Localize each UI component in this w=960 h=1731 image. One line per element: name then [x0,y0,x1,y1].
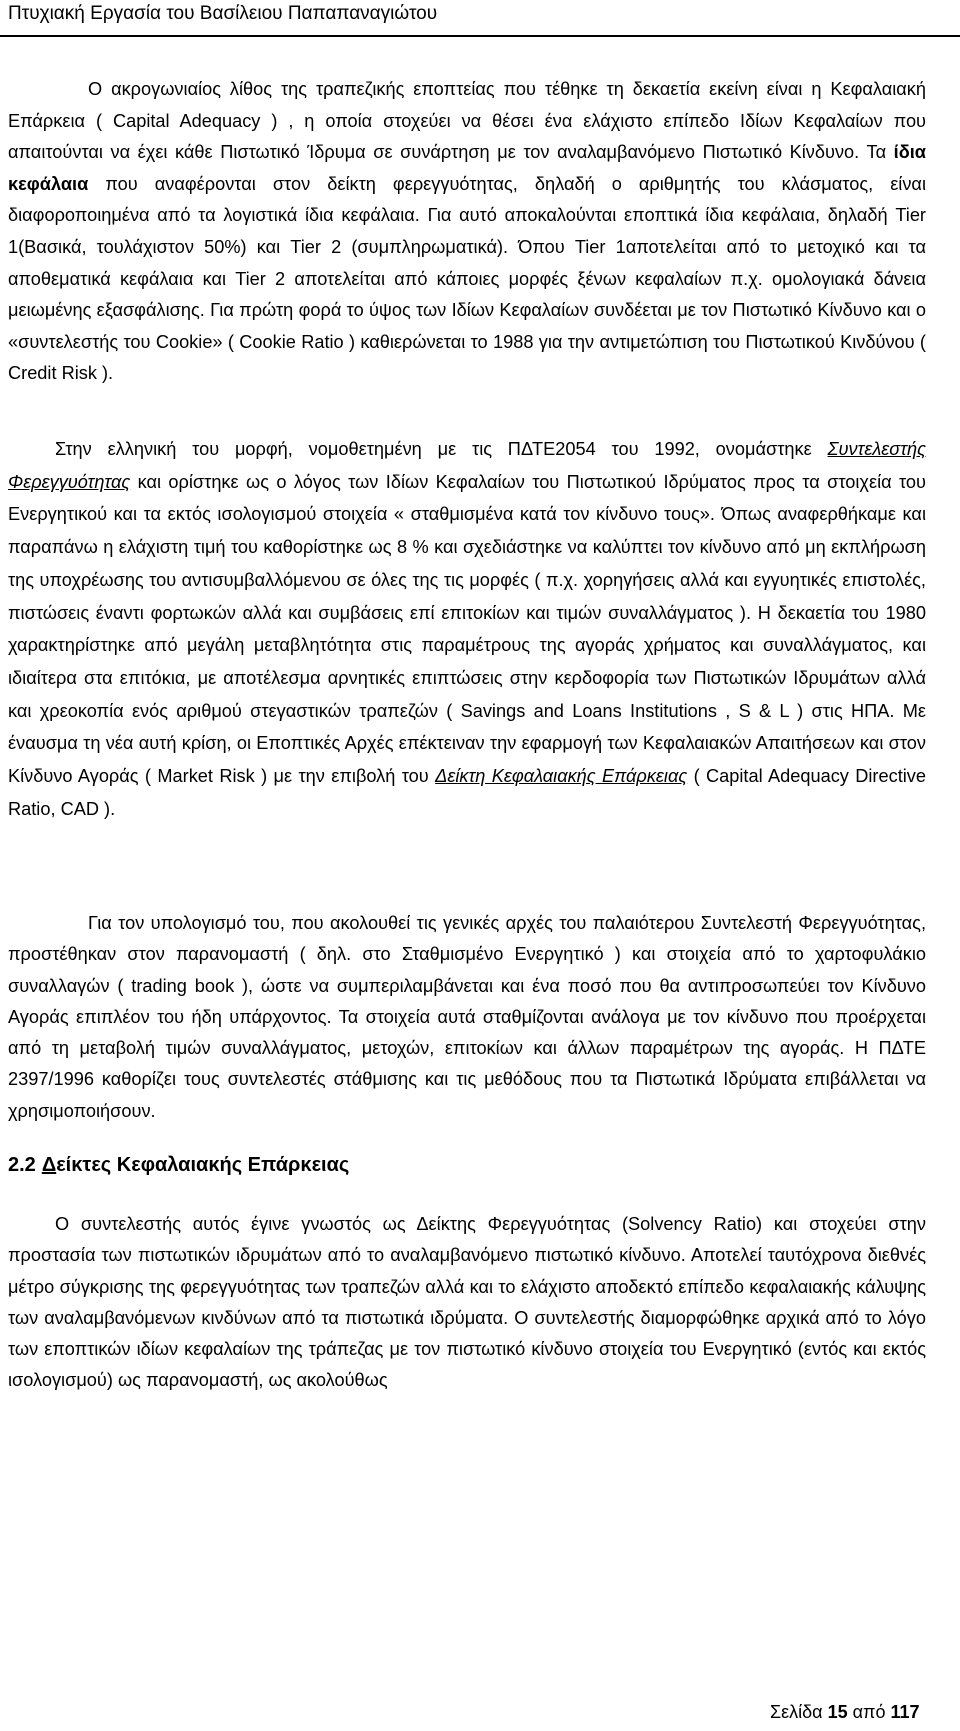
page-number-footer [770,1700,920,1724]
paragraph-solvency-ratio-history [8,433,926,825]
italic-term-solvency-coefficient: Συντελεστής Φερεγγυότητας [8,439,926,492]
section-heading [8,1151,349,1179]
bold-term-own-funds: ίδια κεφάλαια [8,142,926,194]
paragraph-calculation [8,908,926,1127]
paragraph-text: Ο ακρογωνιαίος λίθος της τραπεζικής εποπτείας που τέθηκε τη δεκαετία εκείνη είναι η Κεφαλαιακή Επάρκεια ( Capital Adequacy ) , η οποία στοχεύει να θέσει ένα ελάχιστο επίπεδο Ιδίων Κεφαλαίων που απαιτούνται να έχει κάθε Πιστωτικό Ίδρυμα σε συνάρτηση με τον αναλαμβανόμενο Πιστωτικό Κίνδυνο. Τα [8,79,926,163]
italic-term-capital-adequacy-index: Δείκτη Κεφαλαιακής Επάρκειας [435,766,688,787]
section-title-first-letter: Δ [41,1154,57,1176]
total-pages: 117 [890,1702,920,1722]
section-number: 2.2 [8,1154,36,1176]
current-page-number: 15 [827,1702,848,1722]
of-word: από [852,1702,886,1722]
header-divider [0,35,960,37]
document-header-title: Πτυχιακή Εργασία του Βασίλειου Παπαπαναγιώτου [8,3,438,24]
paragraph-text: Για τον υπολογισμό του, που ακολουθεί τις γενικές αρχές του παλαιότερου Συντελεστή Φερεγγυότητας, προστέθηκαν στον παρανομαστή ( δηλ. στο Σταθμισμένο Ενεργητικό ) και στοιχεία από το χαρτοφυλάκιο συναλλαγών ( trading book ), ώστε να συμπεριλαμβάνεται και ένα ποσό που θα αντιπροσωπεύει τον Κίνδυνο Αγοράς επιπλέον του ήδη υπάρχοντος. Τα στοιχεία αυτά σταθμίζονται ανάλογα με τον κίνδυνο που προέρχεται από τη μεταβολή τιμών συναλλάγματος, μετοχών, επιτοκίων και άλλων παραμέτρων της αγοράς. Η ΠΔΤΕ 2397/1996 καθορίζει τους συντελεστές στάθμισης και τις μεθόδους που τα Πιστωτικά Ιδρύματα επιβάλλεται να χρησιμοποιήσουν. [8,913,926,1121]
page-word: Σελίδα [770,1702,823,1722]
paragraph-text: Στην ελληνική του μορφή, νομοθετημένη με τις ΠΔΤΕ2054 του 1992, ονομάστηκε [55,439,828,459]
paragraph-text: Ο συντελεστής αυτός έγινε γνωστός ως Δείκτης Φερεγγυότητας (Solvency Ratio) και στοχεύει στην προστασία των πιστωτικών ιδρυμάτων από το αναλαμβανόμενο πιστωτικό κίνδυνο. Αποτελεί ταυτόχρονα διεθνές μέτρο σύγκρισης της φερεγγυότητας των τραπεζών αλλά και το ελάχιστο αποδεκτό επίπεδο κεφαλαιακής κάλυψης των αναλαμβανόμενων κινδύνων από τα πιστωτικά ιδρύματα. Ο συντελεστής διαμορφώθηκε αρχικά από το λόγο των εποπτικών ιδίων κεφαλαίων της τράπεζας με τον πιστωτικό κίνδυνο στοιχεία του Ενεργητικό (εντός και εκτός ισολογισμού) ως παρανομαστή, ως ακολούθως [8,1214,926,1391]
paragraph-capital-adequacy [8,74,926,390]
paragraph-text: και ορίστηκε ως ο λόγος των Ιδίων Κεφαλαίων του Πιστωτικού Ιδρύματος προς τα στοιχεία του Ενεργητικού και τα εκτός ισολογισμού στοιχεία « σταθμισμένα κατά τον κίνδυνο τους». Όπως αναφερθήκαμε και παραπάνω η ελάχιστη τιμή του καθορίστηκε ως 8 % και σχεδιάστηκε να καλύπτει τον κίνδυνο από μη εκπλήρωση της υποχρέωσης του αντισυμβαλλόμενου σε όλες της τις μορφές ( π.χ. χορηγήσεις αλλά και εγγυητικές επιστολές, πιστώσεις έναντι φορτωκών αλλά και συμβάσεις επί επιτοκίων και τιμών συναλλάγματος ). Η δεκαετία του 1980 χαρακτηρίστηκε από μεγάλη μεταβλητότητα στις παραμέτρους της αγοράς χρήματος και συναλλάγματος, και ιδιαίτερα στα επιτόκια, με αποτέλεσμα αρνητικές επιπτώσεις στην κερδοφορία των Πιστωτικών Ιδρυμάτων αλλά και χρεοκοπία ενός αριθμού στεγαστικών τραπεζών ( Savings and Loans Institutions , S & L ) στις ΗΠΑ. Με έναυσμα τη νέα αυτή κρίση, οι Εποπτικές Αρχές επέκτειναν την εφαρμογή των Κεφαλαιακών Απαιτήσεων και στον Κίνδυνο Αγοράς ( Market Risk ) με την επιβολή του [8,471,926,787]
paragraph-text: ( Capital Adequacy Directive Ratio, CAD ). [8,766,927,819]
paragraph-text: που αναφέρονται στον δείκτη φερεγγυότητας, δηλαδή ο αριθμητής του κλάσματος, είναι διαφοροποιημένα από τα λογιστικά ίδια κεφάλαια. Για αυτό αποκαλούνται εποπτικά ίδια κεφάλαια, δηλαδή Tier 1(Βασικά, τουλάχιστον 50%) και Tier 2 (συμπληρωματικά). Όπου Tier 1αποτελείται από το μετοχικό και τα αποθεματικά κεφάλαια και Tier 2 αποτελείται από κάποιες μορφές ξένων κεφαλαίων π.χ. ομολογιακά δάνεια μειωμένης εξασφάλισης. Για πρώτη φορά το ύψος των Ιδίων Κεφαλαίων συνδέεται με τον Πιστωτικό Κίνδυνο και ο «συντελεστής του Cookie» ( Cookie Ratio ) καθιερώνεται το 1988 για την αντιμετώπιση του Πιστωτικού Κινδύνου ( Credit Risk ). [8,173,926,384]
paragraph-solvency-ratio-definition [8,1209,926,1397]
section-title: είκτες Κεφαλαιακής Επάρκειας [56,1154,350,1176]
